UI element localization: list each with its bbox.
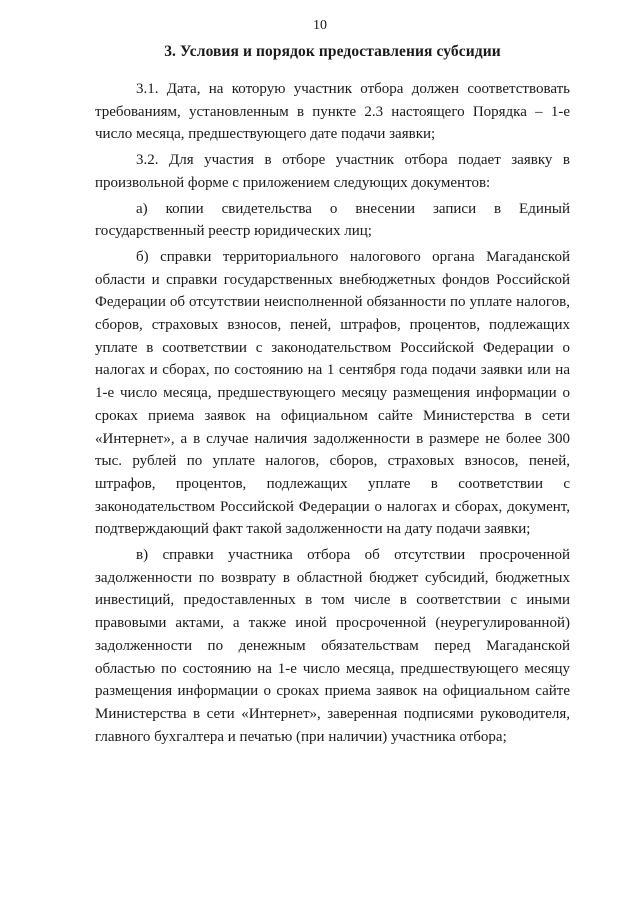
paragraph-3-1: 3.1. Дата, на которую участник отбора должен соответствовать требованиям, установленным в пункте 2.3 настоящего Порядка – 1-е число месяца, предшествующего дате подачи заявки;	[95, 81, 570, 143]
paragraph-item-a: а) копии свидетельства о внесении записи в Единый государственный реестр юридических лиц;	[95, 200, 570, 240]
document-body	[95, 78, 570, 748]
paragraph-item-v: в) справки участника отбора об отсутствии просроченной задолженности по возврату в областной бюджет субсидий, бюджетных инвестиций, предоставленных в том числе в соответствии с иными правовыми актами, а также иной просроченной (неурегулированной) задолженности по денежным обязательствам перед Магаданской областью по состоянию на 1-е число месяца, предшествующего месяцу размещения информации о сроках приема заявок на официальном сайте Министерства в сети «Интернет», заверенная подписями руководителя, главного бухгалтера и печатью (при наличии) участника отбора;	[95, 547, 570, 745]
paragraph-3-2: 3.2. Для участия в отборе участник отбора подает заявку в произвольной форме с приложением следующих документов:	[95, 152, 570, 191]
page-number: 10	[313, 18, 327, 33]
paragraph-item-b: б) справки территориального налогового органа Магаданской области и справки государственных внебюджетных фондов Российской Федерации об отсутствии неисполненной обязанности по уплате налогов, сборов, страховых взносов, пеней, штрафов, процентов, подлежащих уплате в соответствии с законодательством Российской Федерации о налогах и сборах, по состоянию на 1 сентября года подачи заявки или на 1-е число месяца, предшествующего месяцу размещения информации о сроках приема заявок на официальном сайте Министерства в сети «Интернет», а в случае наличия задолженности в размере не более 300 тыс. рублей по уплате налогов, сборов, страховых взносов, пеней, штрафов, процентов, подлежащих уплате в соответствии с законодательством Российской Федерации о налогах и сборах, документ, подтверждающий факт такой задолженности на дату подачи заявки;	[95, 248, 570, 538]
section-title: 3. Условия и порядок предоставления субсидии	[164, 43, 501, 60]
